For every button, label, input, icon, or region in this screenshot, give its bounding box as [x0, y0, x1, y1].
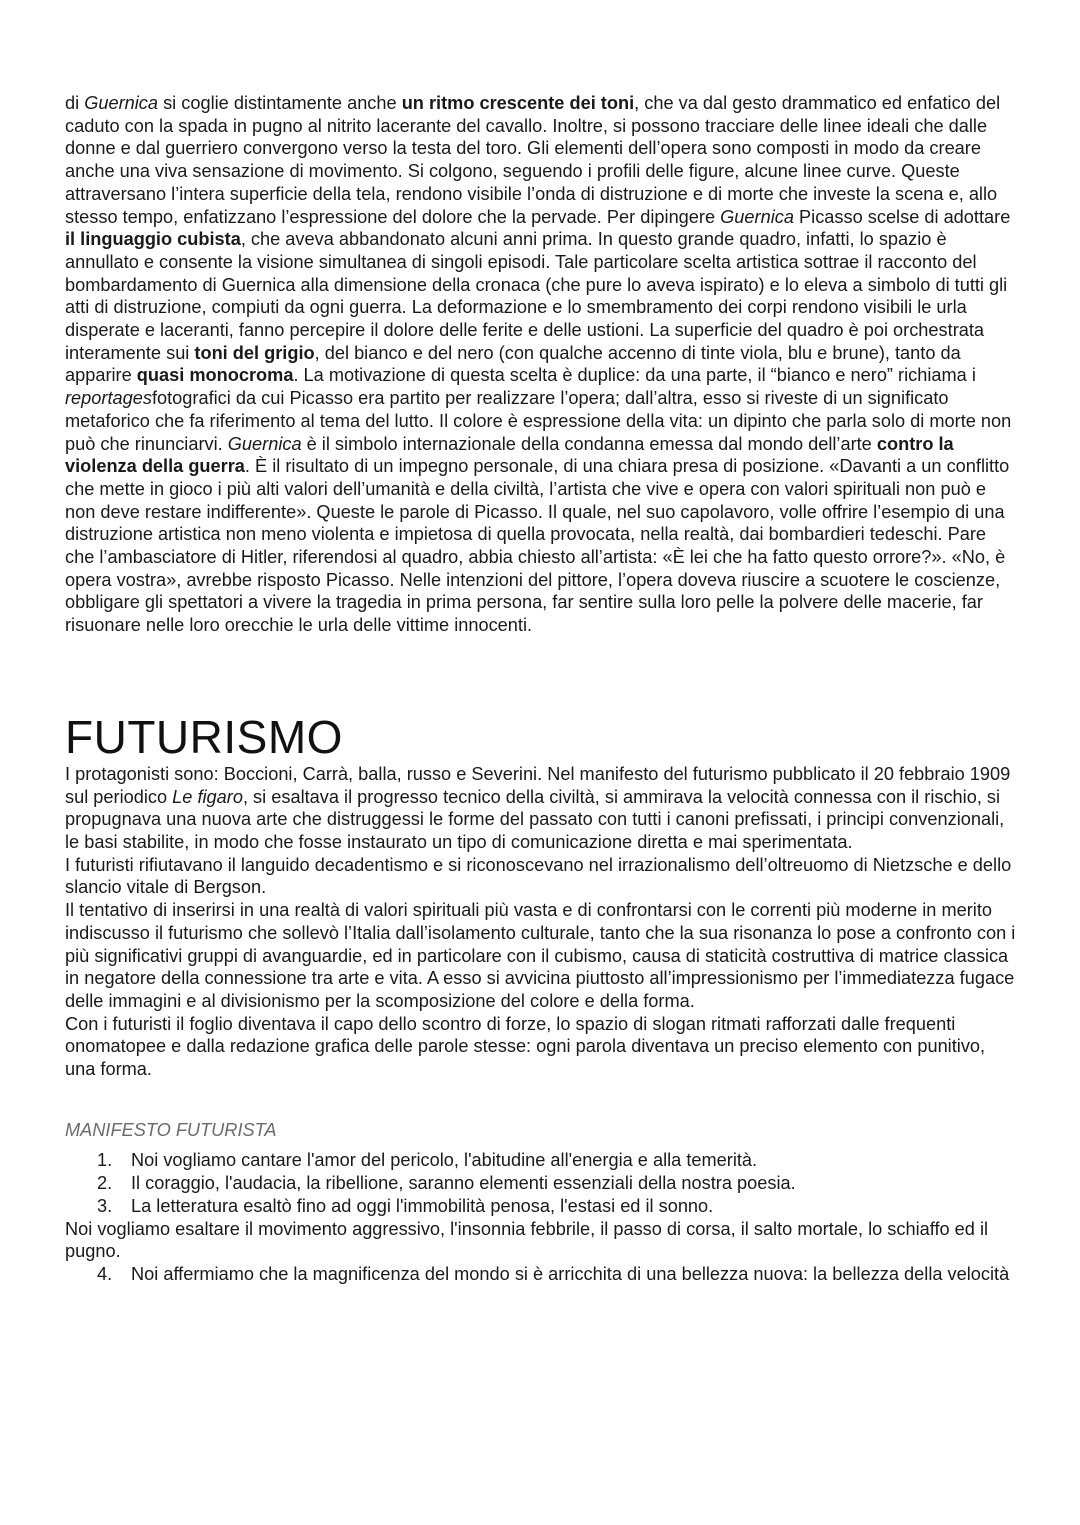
text-run: fotografici da cui Picasso era partito per realizzare l’opera; dall’altra, esso si riveste di un significato metaforico che fa riferimento al tema del lutto. Il colore è espressione della vita: un dipinto che parla solo di morte non può che rinunciarvi.	[65, 388, 1012, 454]
italic-title: Le figaro	[172, 786, 243, 807]
bold-phrase: un ritmo crescente dei toni	[401, 93, 635, 113]
bold-phrase: toni del grigio	[194, 342, 315, 363]
list-item	[65, 1149, 1020, 1172]
list-number: 2.	[97, 1173, 113, 1194]
list-item-text: La letteratura esaltò fino ad oggi l'immobilità penosa, l'estasi ed il sonno.	[131, 1195, 714, 1216]
list-item-text: Noi vogliamo cantare l'amor del pericolo, l'abitudine all'energia e alla temerità.	[131, 1150, 758, 1171]
bold-phrase: il linguaggio cubista	[65, 229, 241, 250]
list-item-text: Noi affermiamo che la magnificenza del mondo si è arricchita di una bellezza nuova: la bellezza della velocità	[131, 1263, 1010, 1284]
list-number: 3.	[97, 1195, 113, 1216]
text-run: , che aveva abbandonato alcuni anni prima. In questo grande quadro, infatti, lo spazio è annullato e consente la visione simultanea di singoli episodi. Tale particolare scelta artistica sottrae il racconto del bombardamento di Guernica alla dimensione della cronaca (che pure lo aveva ispirato) e lo eleva a simbolo di tutti gli atti di distruzione, compiuti da ogni guerra. La deformazione e lo smembramento dei corpi rendono visibili le urla disperate e laceranti, fanno percepire il dolore delle ferite e delle ustioni. La superficie del quadro è poi orchestrata interamente sui	[65, 229, 1008, 363]
text-run: è il simbolo internazionale della condanna emessa dal mondo dell’arte	[301, 433, 877, 454]
text-run: , del bianco e del nero (con qualche accenno di tinte viola, blu e brune), tanto da apparire	[65, 342, 961, 386]
italic-title: Guernica	[227, 433, 302, 454]
futurismo-paragraph-1	[65, 763, 1020, 854]
futurismo-paragraph-4: Con i futuristi il foglio diventava il capo dello scontro di forze, lo spazio di slogan ritmati rafforzati dalle frequenti onomatopee e dalla redazione grafica delle parole stesse: ogni parola diventava un preciso elemento con punitivo, una forma.	[65, 1013, 986, 1080]
text-run: I protagonisti sono: Boccioni, Carrà, balla, russo e Severini. Nel manifesto del futurismo pubblicato il 20 febbraio 1909 sul periodico	[65, 763, 1011, 807]
manifesto-interlude: Noi vogliamo esaltare il movimento aggressivo, l'insonnia febbrile, il passo di corsa, il salto mortale, lo schiaffo ed il pugno.	[65, 1218, 989, 1262]
italic-title: Guernica	[720, 206, 794, 227]
text-run: . È il risultato di un impegno personale, di una chiara presa di posizione. «Davanti a un conflitto che mette in gioco i più alti valori dell’umanità e della civiltà, l’artista che vive e opera con valori spirituali non può e non deve restare indifferente». Queste le parole di Picasso. Il quale, nel suo capolavoro, volle offrire l’esempio di una distruzione artistica non meno violenta e impietosa di quella provocata, nella realtà, dai bombardieri tedeschi. Pare che l’ambasciatore di Hitler, riferendosi al quadro, abbia chiesto all’artista: «È lei che ha fatto questo orrore?». «No, è opera vostra», avrebbe risposto Picasso. Nelle intenzioni del pittore, l’opera doveva riuscire a scuotere le coscienze, obbligare gli spettatori a vivere la tragedia in prima persona, far sentire sulla loro pelle la polvere delle macerie, far risuonare nelle loro orecchie le urla delle vittime innocenti.	[65, 456, 1010, 636]
manifesto-list-continued	[65, 1263, 1020, 1286]
list-number: 4.	[97, 1263, 113, 1284]
list-item	[65, 1263, 1020, 1286]
text-run: , che va dal gesto drammatico ed enfatico del caduto con la spada in pugno al nitrito lacerante del cavallo. Inoltre, si possono tracciare delle linee ideali che dalle donne e dal guerriero convergono verso la testa del toro. Gli elementi dell’opera sono composti in modo da creare anche una viva sensazione di movimento. Si colgono, seguendo i profili delle figure, alcune linee curve. Queste attraversano l’intera superficie della tela, rendono visibile l’onda di distruzione e di morte che investe la scena e, allo stesso tempo, enfatizzano l’espressione del dolore che la pervade. Per dipingere	[65, 93, 1001, 227]
italic-title: Guernica	[84, 93, 159, 113]
futurismo-paragraph-3: Il tentativo di inserirsi in una realtà di valori spirituali più vasta e di confrontarsi con le correnti più moderne in merito indiscusso il futurismo che sollevò l’Italia dall’isolamento culturale, tanto che la sua risonanza lo pose a confronto con i più significativi gruppi di avanguardie, ed in particolare con il cubismo, causa di staticità costruttiva di matrice classica in negatore della connessione tra arte e vita. A esso si avvicina piuttosto all’impressionismo per l’immediatezza fugace delle immagini e al divisionismo per la scomposizione del colore e della forma.	[65, 900, 1016, 1011]
text-run: si coglie distintamente anche	[158, 93, 402, 113]
bold-phrase: contro la violenza della guerra	[65, 433, 954, 477]
futurismo-paragraph-2: I futuristi rifiutavano il languido decadentismo e si riconoscevano nel irrazionalismo dell’oltreuomo di Nietzsche e dello slancio vitale di Bergson.	[65, 854, 1012, 898]
manifesto-list	[65, 1149, 1020, 1217]
guernica-paragraph	[65, 92, 1020, 637]
list-number: 1.	[97, 1150, 113, 1171]
list-item-text: Il coraggio, l'audacia, la ribellione, saranno elementi essenziali della nostra poesia.	[131, 1173, 796, 1194]
text-run: . La motivazione di questa scelta è duplice: da una parte, il “bianco e nero” richiama i	[293, 365, 976, 386]
manifesto-subheading: MANIFESTO FUTURISTA	[65, 1119, 277, 1140]
list-item	[65, 1172, 1020, 1195]
document-page	[65, 92, 1020, 1286]
text-run: , si esaltava il progresso tecnico della civiltà, si ammirava la velocità connessa con il rischio, si propugnava una nuova arte che distruggessi le forme del passato con tutti i canoni prefissati, i principi convenzionali, le basi stabilite, in modo che fosse instaurato un tipo di comunicazione diretta e mai sperimentata.	[65, 786, 1005, 852]
italic-word: reportages	[65, 388, 152, 409]
text-run: di	[65, 93, 85, 113]
bold-phrase: quasi monocroma	[136, 365, 294, 386]
section-heading-futurismo: FUTURISMO	[65, 710, 343, 763]
list-item	[65, 1195, 1020, 1218]
text-run: Picasso scelse di adottare	[793, 206, 1011, 227]
